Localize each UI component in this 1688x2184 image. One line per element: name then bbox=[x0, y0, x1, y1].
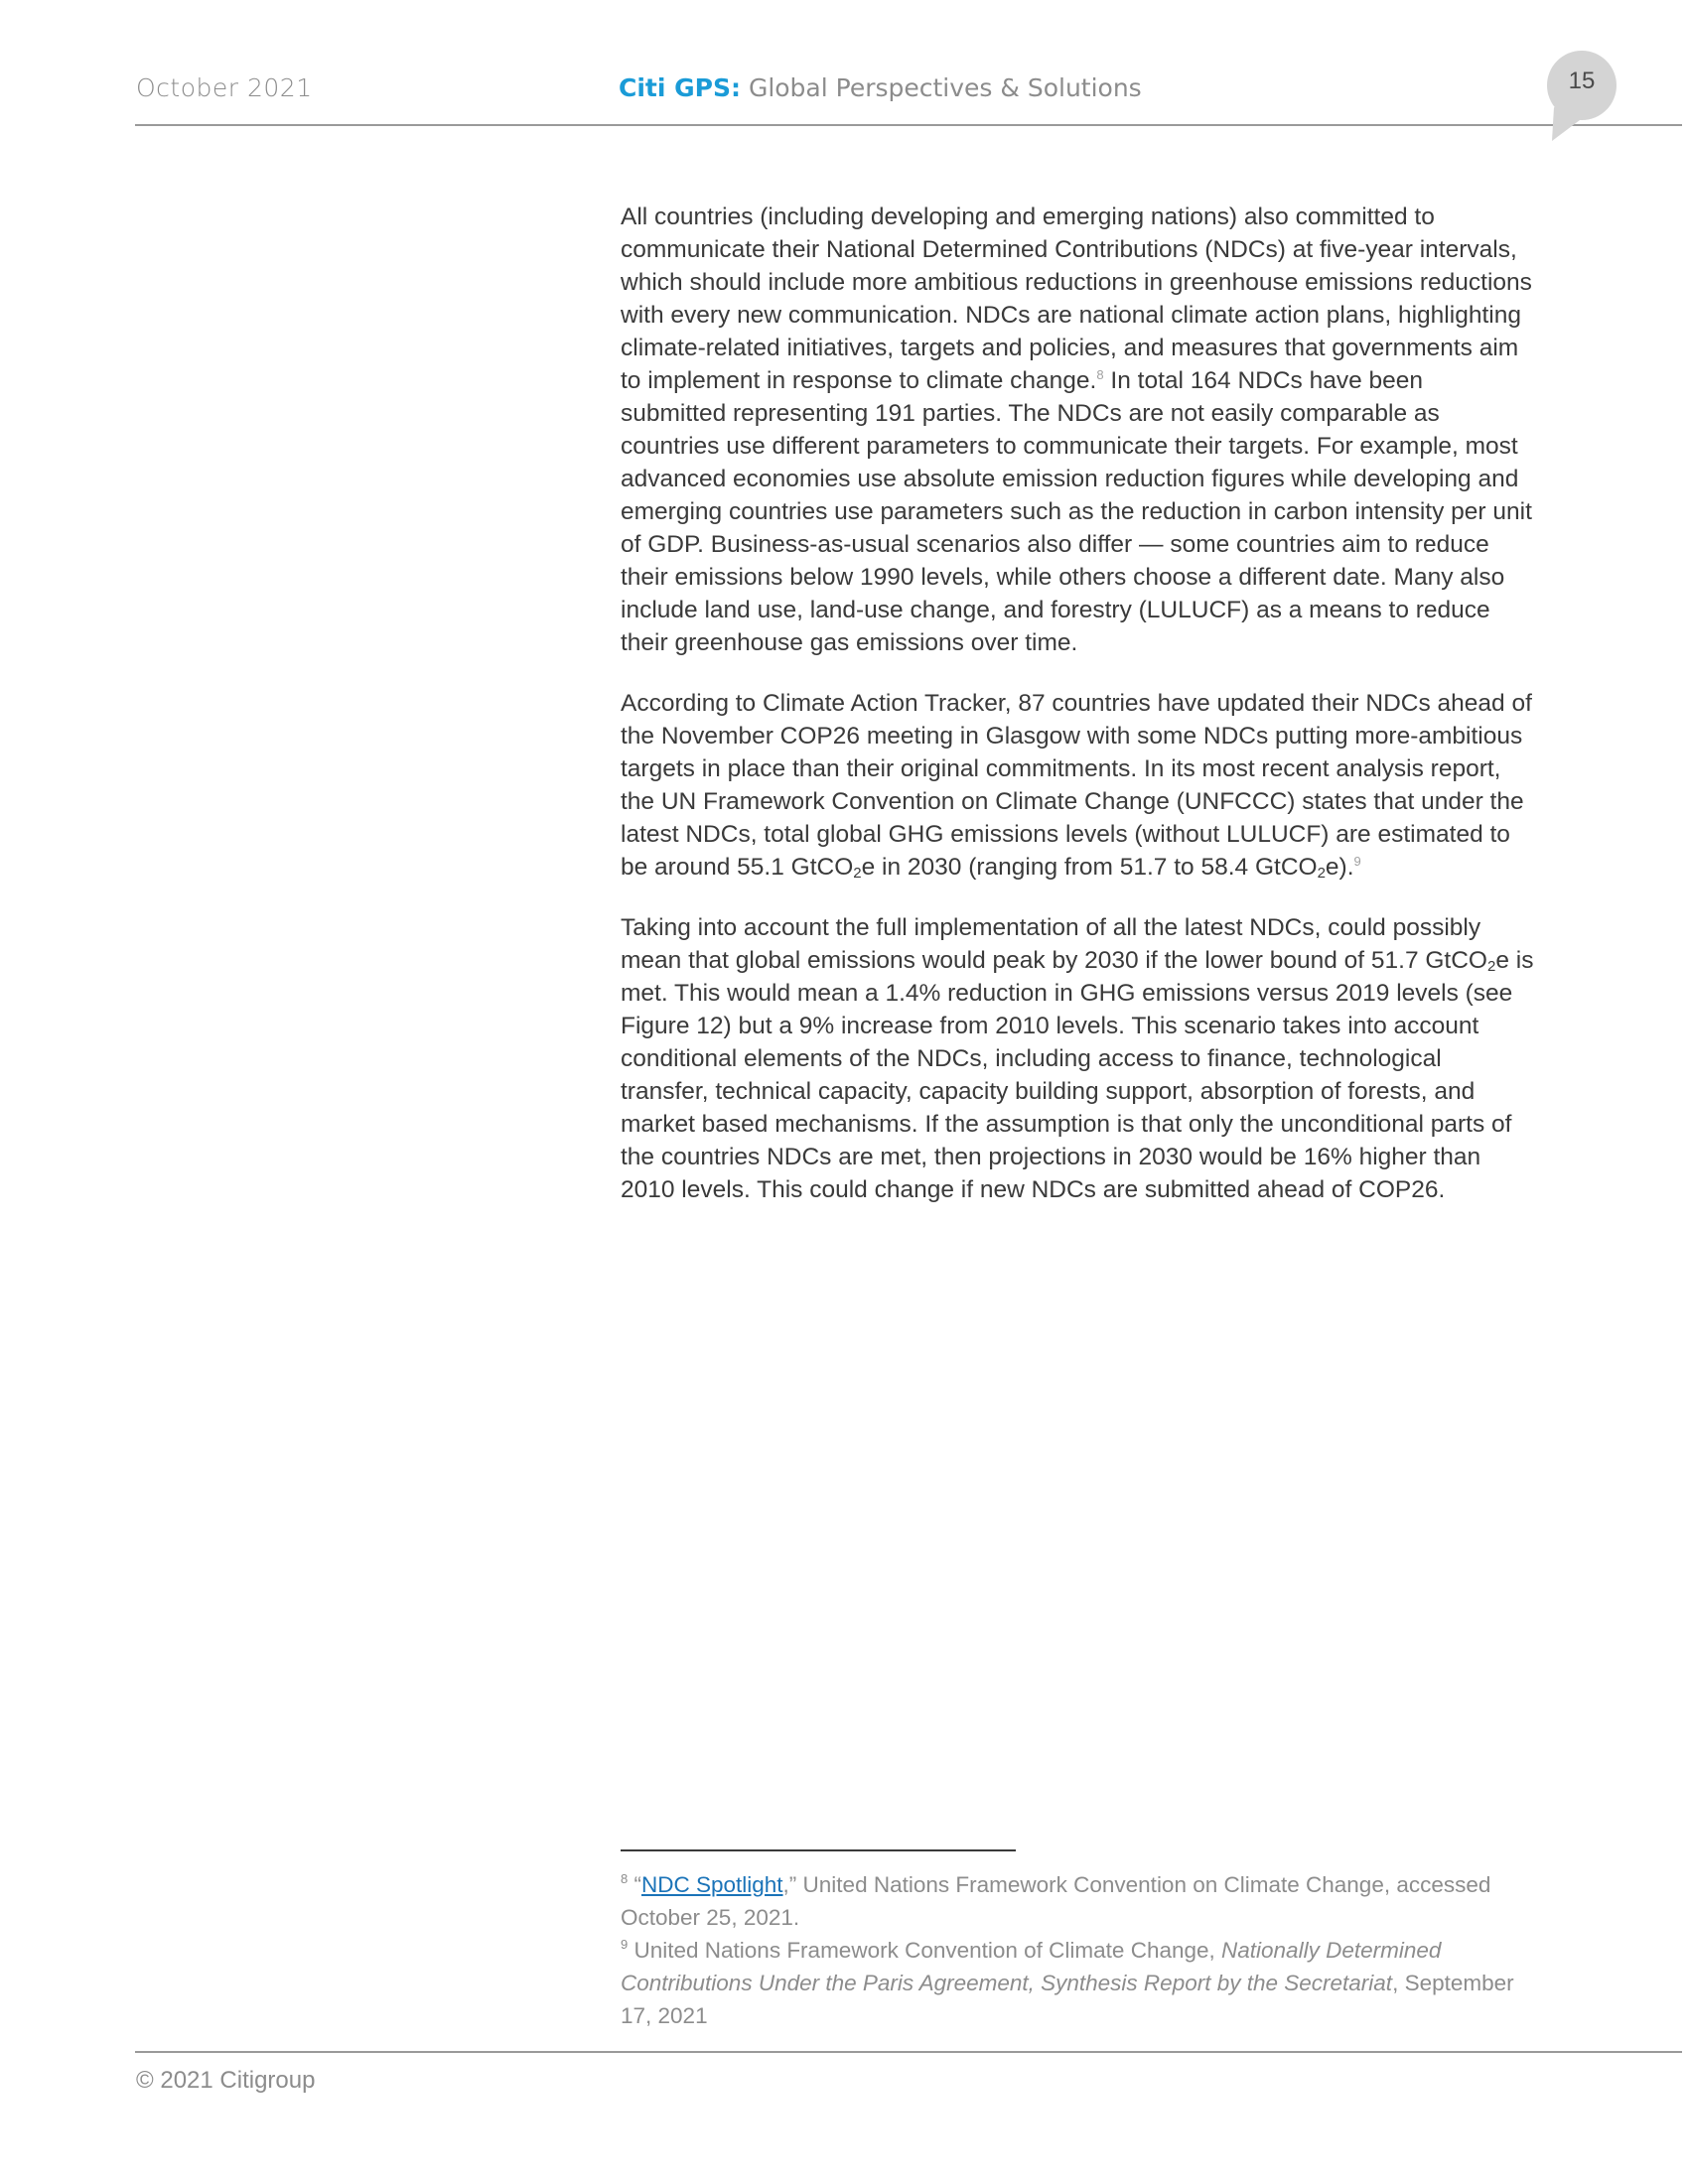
header-brand bbox=[619, 73, 1142, 102]
footnotes bbox=[621, 1868, 1544, 2032]
ndc-spotlight-link[interactable]: NDC Spotlight bbox=[640, 1872, 783, 1897]
paragraph-climate-action-tracker bbox=[621, 687, 1534, 884]
footnote-text: , September 17, 2021 bbox=[621, 1971, 1514, 2028]
paragraph-text: Taking into account the full implementation of all the latest NDCs, could possibly mean that global emissions would peak by 2030 if the lower bound of 51.7 GtCO bbox=[621, 914, 1487, 974]
paragraph-text: In total 164 NDCs have been submitted representing 191 parties. The NDCs are not easily comparable as countries use different parameters to communicate their targets. For example, most advanced economies use absolute emission reduction figures while developing and emerging countries use parameters such as the reduction in carbon intensity per unit of GDP. Business-as-usual scenarios also differ — some countries aim to reduce their emissions below 1990 levels, while others choose a different date. Many also include land use, land-use change, and forestry (LULUCF) as a means to reduce their greenhouse gas emissions over time. bbox=[621, 367, 1532, 656]
paragraph-text: According to Climate Action Tracker, 87 countries have updated their NDCs ahead of the November COP26 meeting in Glasgow with some NDCs putting more-ambitious targets in place than their original commitments. In its most recent analysis report, the UN Framework Convention on Climate Change (UNFCCC) states that under the latest NDCs, total global GHG emissions levels (without LULUCF) are estimated to be around 55.1 GtCO bbox=[621, 690, 1532, 881]
paragraph-text: e). bbox=[1325, 854, 1354, 881]
paragraph-text: e is met. This would mean a 1.4% reduction in GHG emissions versus 2019 levels (see Figure 12) but a 9% increase from 2010 levels. This scenario takes into account conditional elements of the NDCs, including access to finance, technological transfer, technical capacity, capacity building support, absorption of forests, and market based mechanisms. If the assumption is that only the unconditional parts of the countries NDCs are met, then projections in 2030 would be 16% higher than 2010 levels. This could change if new NDCs are submitted ahead of COP26. bbox=[621, 947, 1534, 1203]
footnote-text: “ bbox=[628, 1872, 641, 1897]
article-body bbox=[621, 201, 1534, 1234]
footnote-text: United Nations Framework Convention of Climate Change, bbox=[628, 1938, 1222, 1963]
footnote-number: 9 bbox=[621, 1937, 629, 1952]
paragraph-full-implementation bbox=[621, 911, 1534, 1206]
footer-divider bbox=[135, 2051, 1682, 2053]
page-number-badge-icon bbox=[1544, 50, 1619, 141]
footnote-text: ,” United Nations Framework Convention on Climate Change, accessed October 25, 2021. bbox=[621, 1872, 1491, 1930]
footnote-divider bbox=[621, 1849, 1016, 1851]
header-date: October 2021 bbox=[136, 73, 313, 102]
footnote-title: Nationally Determined Contributions Under the Paris Agreement, Synthesis Report by the Secretariat bbox=[621, 1938, 1442, 1995]
footnote-number: 8 bbox=[621, 1871, 629, 1886]
page-number: 15 bbox=[1568, 68, 1596, 94]
footnote-ref-8[interactable]: 8 bbox=[1096, 367, 1104, 382]
paragraph-text: All countries (including developing and emerging nations) also committed to communicate their National Determined Contributions (NDCs) at five-year intervals, which should include more ambitious reductions in greenhouse emissions reductions with every new communication. NDCs are national climate action plans, highlighting climate-related initiatives, targets and policies, and measures that governments aim to implement in response to climate change. bbox=[621, 204, 1532, 394]
subscript: 2 bbox=[853, 865, 862, 882]
subscript: 2 bbox=[1317, 865, 1326, 882]
footnote-8 bbox=[621, 1868, 1544, 1934]
paragraph-text: e in 2030 (ranging from 51.7 to 58.4 GtCO bbox=[861, 854, 1318, 881]
footnote-9 bbox=[621, 1934, 1544, 2032]
subscript: 2 bbox=[1487, 958, 1496, 975]
paragraph-ndcs-commitment bbox=[621, 201, 1534, 659]
footer-copyright: © 2021 Citigroup bbox=[136, 2067, 316, 2094]
footnote-ref-9[interactable]: 9 bbox=[1353, 854, 1361, 869]
header-divider bbox=[135, 124, 1682, 126]
brand-tagline: Global Perspectives & Solutions bbox=[741, 73, 1142, 102]
brand-name: Citi GPS: bbox=[619, 73, 741, 102]
